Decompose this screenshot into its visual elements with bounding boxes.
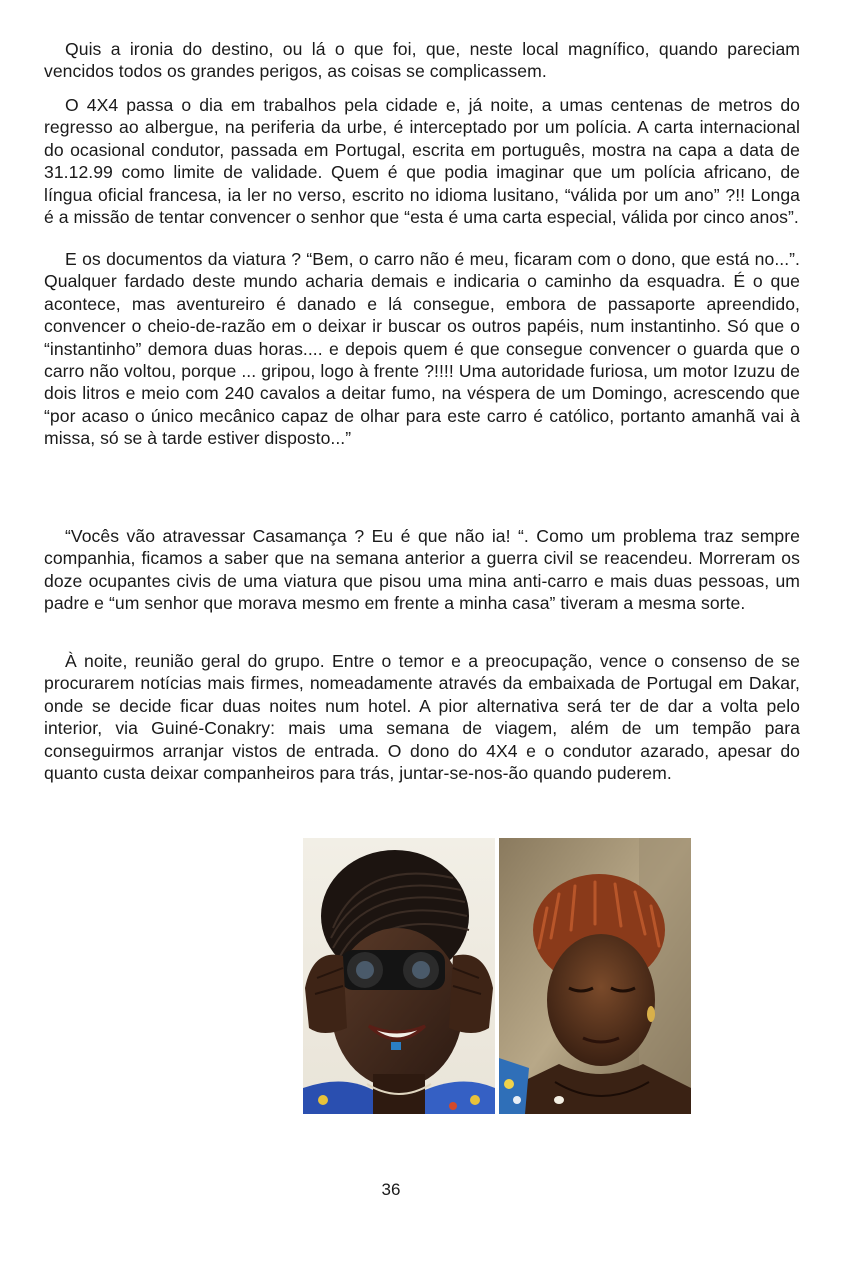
page-number: 36 xyxy=(381,1180,401,1199)
photo-pair xyxy=(303,838,691,1114)
photo-woman-looking-down xyxy=(499,838,691,1114)
paragraph-4: “Vocês vão atravessar Casamança ? Eu é que não ia! “. Como um problema traz sempre companhia, ficamos a saber que na semana anterior a guerra civil se reacendeu. Morreram os doze ocupantes civis de uma viatura que pisou uma mina anti-carro e mais duas pessoas, um padre e “um senhor que morava mesmo em frente a minha casa” tiveram a mesma sorte. xyxy=(44,526,800,614)
paragraph-5: À noite, reunião geral do grupo. Entre o temor e a preocupação, vence o consenso de se procurarem notícias mais firmes, nomeadamente através da embaixada de Portugal em Dakar, onde se decide ficar duas noites num hotel. A pior alternativa será ter de dar a volta pelo interior, via Guiné-Conakry: mais uma semana de viagem, além de um tempão para conseguirmos arranjar vistos de entrada. O dono do 4X4 e o condutor azarado, apesar do quanto custa deixar companheiros para trás, juntar-se-nos-ão quando puderem. xyxy=(44,651,800,784)
photo-woman-with-binoculars xyxy=(303,838,495,1114)
paragraph-1: Quis a ironia do destino, ou lá o que foi, que, neste local magnífico, quando pareciam vencidos todos os grandes perigos, as coisas se complicassem. xyxy=(44,39,800,82)
paragraph-2: O 4X4 passa o dia em trabalhos pela cidade e, já noite, a umas centenas de metros do regresso ao albergue, na periferia da urbe, é interceptado por um polícia. A carta internacional do ocasional condutor, passada em Portugal, escrita em português, mostra na capa a data de 31.12.99 como limite de validade. Quem é que podia imaginar que um polícia africano, de língua oficial francesa, ia ler no verso, escrito no idioma lusitano, “válida por um ano” ?!! Longa é a missão de tentar convencer o senhor que “esta é uma carta especial, válida por cinco anos”. xyxy=(44,95,800,228)
paragraph-3: E os documentos da viatura ? “Bem, o carro não é meu, ficaram com o dono, que está no...”. Qualquer fardado deste mundo acharia demais e indicaria o caminho da esquadra. É o que acontece, mas aventureiro é danado e lá consegue, embora de passaporte apreendido, convencer o cheio-de-razão em o deixar ir buscar os outros papéis, num instantinho. Só que o “instantinho” demora duas horas.... e depois quem é que consegue convencer o guarda que o carro não voltou, porque ... gripou, logo à frente ?!!!! Uma autoridade furiosa, um motor Izuzu de dois litros e meio com 240 cavalos a deitar fumo, na véspera de um Domingo, acrescendo que “por acaso o único mecânico capaz de olhar para este carro é católico, portanto amanhã vai à missa, só se à tarde estiver disposto...” xyxy=(44,249,800,449)
